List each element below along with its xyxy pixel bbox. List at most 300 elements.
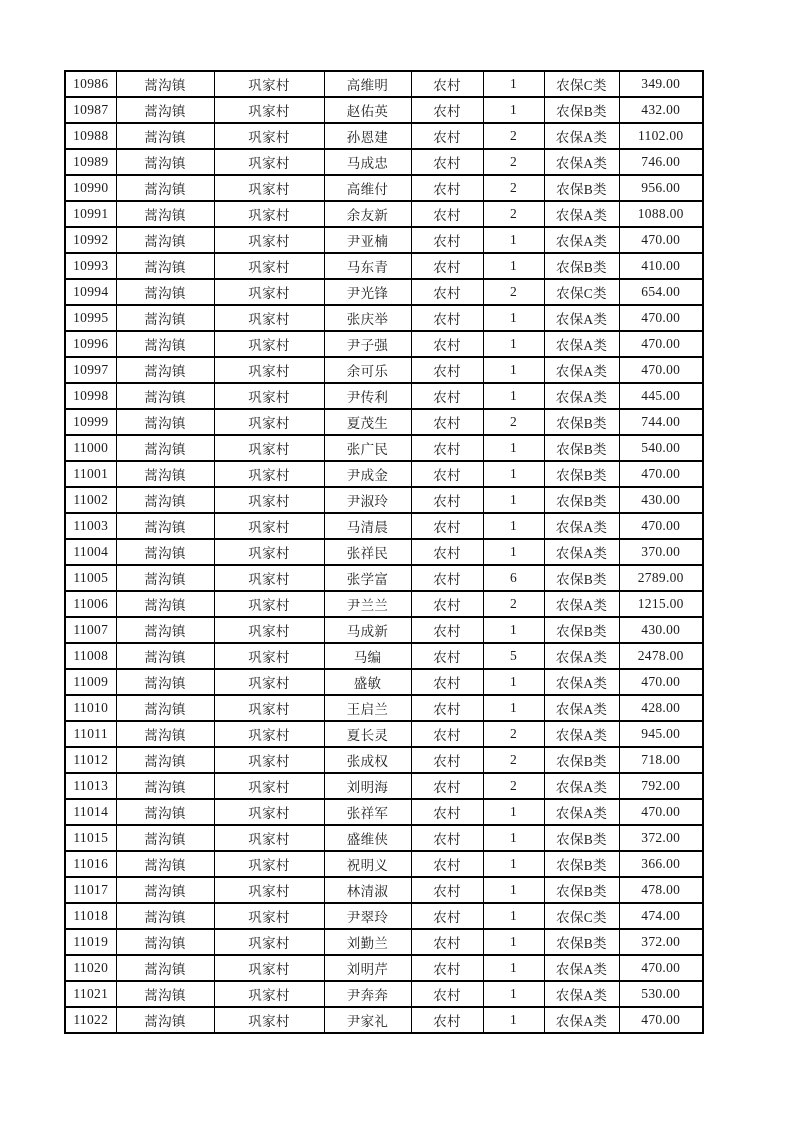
cell-insurance_category: 农保B类	[544, 565, 619, 591]
cell-residence_type: 农村	[411, 383, 483, 409]
cell-amount: 470.00	[619, 513, 703, 539]
cell-residence_type: 农村	[411, 721, 483, 747]
cell-village: 巩家村	[214, 955, 324, 981]
cell-amount: 2789.00	[619, 565, 703, 591]
cell-town: 蒿沟镇	[116, 721, 214, 747]
cell-record_id: 10999	[65, 409, 116, 435]
cell-village: 巩家村	[214, 253, 324, 279]
cell-person_count: 2	[483, 591, 544, 617]
cell-record_id: 10989	[65, 149, 116, 175]
cell-insurance_category: 农保A类	[544, 149, 619, 175]
cell-residence_type: 农村	[411, 461, 483, 487]
cell-amount: 349.00	[619, 71, 703, 97]
cell-record_id: 11015	[65, 825, 116, 851]
cell-person_name: 张广民	[324, 435, 411, 461]
cell-town: 蒿沟镇	[116, 825, 214, 851]
cell-town: 蒿沟镇	[116, 1007, 214, 1033]
cell-person_name: 尹奔奔	[324, 981, 411, 1007]
cell-amount: 372.00	[619, 929, 703, 955]
cell-person_count: 1	[483, 903, 544, 929]
cell-village: 巩家村	[214, 71, 324, 97]
cell-town: 蒿沟镇	[116, 97, 214, 123]
cell-town: 蒿沟镇	[116, 747, 214, 773]
cell-residence_type: 农村	[411, 71, 483, 97]
cell-person_name: 尹光锋	[324, 279, 411, 305]
cell-person_count: 1	[483, 253, 544, 279]
cell-village: 巩家村	[214, 487, 324, 513]
cell-town: 蒿沟镇	[116, 539, 214, 565]
cell-amount: 430.00	[619, 487, 703, 513]
cell-town: 蒿沟镇	[116, 695, 214, 721]
cell-person_count: 1	[483, 799, 544, 825]
cell-amount: 1102.00	[619, 123, 703, 149]
cell-person_name: 尹成金	[324, 461, 411, 487]
cell-amount: 470.00	[619, 799, 703, 825]
cell-person_count: 1	[483, 955, 544, 981]
cell-person_count: 1	[483, 71, 544, 97]
cell-person_name: 尹子强	[324, 331, 411, 357]
cell-town: 蒿沟镇	[116, 409, 214, 435]
cell-insurance_category: 农保B类	[544, 253, 619, 279]
cell-residence_type: 农村	[411, 773, 483, 799]
cell-person_count: 1	[483, 513, 544, 539]
cell-residence_type: 农村	[411, 851, 483, 877]
cell-amount: 470.00	[619, 331, 703, 357]
table-row	[65, 279, 703, 305]
cell-record_id: 10994	[65, 279, 116, 305]
table-row	[65, 461, 703, 487]
cell-record_id: 10993	[65, 253, 116, 279]
cell-amount: 956.00	[619, 175, 703, 201]
cell-person_count: 2	[483, 773, 544, 799]
cell-residence_type: 农村	[411, 409, 483, 435]
cell-insurance_category: 农保A类	[544, 799, 619, 825]
cell-residence_type: 农村	[411, 357, 483, 383]
table-row	[65, 357, 703, 383]
cell-person_count: 1	[483, 539, 544, 565]
table-row	[65, 981, 703, 1007]
cell-residence_type: 农村	[411, 175, 483, 201]
cell-village: 巩家村	[214, 903, 324, 929]
cell-town: 蒿沟镇	[116, 357, 214, 383]
cell-residence_type: 农村	[411, 331, 483, 357]
cell-town: 蒿沟镇	[116, 643, 214, 669]
cell-record_id: 11014	[65, 799, 116, 825]
cell-person_name: 赵佑英	[324, 97, 411, 123]
cell-insurance_category: 农保A类	[544, 513, 619, 539]
cell-record_id: 11017	[65, 877, 116, 903]
cell-person_name: 尹翠玲	[324, 903, 411, 929]
table-row	[65, 903, 703, 929]
cell-amount: 430.00	[619, 617, 703, 643]
cell-town: 蒿沟镇	[116, 955, 214, 981]
cell-village: 巩家村	[214, 669, 324, 695]
cell-town: 蒿沟镇	[116, 253, 214, 279]
cell-village: 巩家村	[214, 851, 324, 877]
cell-residence_type: 农村	[411, 149, 483, 175]
table-row	[65, 539, 703, 565]
cell-person_count: 1	[483, 461, 544, 487]
cell-amount: 474.00	[619, 903, 703, 929]
cell-village: 巩家村	[214, 409, 324, 435]
cell-person_name: 高维明	[324, 71, 411, 97]
cell-person_count: 1	[483, 331, 544, 357]
cell-record_id: 11010	[65, 695, 116, 721]
cell-person_count: 1	[483, 1007, 544, 1033]
cell-residence_type: 农村	[411, 799, 483, 825]
cell-village: 巩家村	[214, 773, 324, 799]
cell-town: 蒿沟镇	[116, 669, 214, 695]
cell-person_name: 尹淑玲	[324, 487, 411, 513]
cell-village: 巩家村	[214, 1007, 324, 1033]
table-row	[65, 253, 703, 279]
cell-insurance_category: 农保B类	[544, 877, 619, 903]
cell-village: 巩家村	[214, 435, 324, 461]
cell-amount: 540.00	[619, 435, 703, 461]
cell-record_id: 10988	[65, 123, 116, 149]
cell-town: 蒿沟镇	[116, 929, 214, 955]
cell-record_id: 10987	[65, 97, 116, 123]
cell-person_count: 1	[483, 383, 544, 409]
cell-residence_type: 农村	[411, 487, 483, 513]
cell-insurance_category: 农保C类	[544, 903, 619, 929]
cell-residence_type: 农村	[411, 227, 483, 253]
table-row	[65, 773, 703, 799]
cell-person_count: 1	[483, 487, 544, 513]
cell-record_id: 11022	[65, 1007, 116, 1033]
cell-village: 巩家村	[214, 565, 324, 591]
cell-person_count: 1	[483, 929, 544, 955]
cell-person_name: 祝明义	[324, 851, 411, 877]
cell-person_name: 马成新	[324, 617, 411, 643]
cell-person_name: 张庆举	[324, 305, 411, 331]
cell-amount: 470.00	[619, 955, 703, 981]
table-row	[65, 513, 703, 539]
cell-insurance_category: 农保A类	[544, 773, 619, 799]
cell-person_count: 1	[483, 981, 544, 1007]
cell-residence_type: 农村	[411, 747, 483, 773]
cell-record_id: 10998	[65, 383, 116, 409]
cell-person_name: 刘勤兰	[324, 929, 411, 955]
cell-village: 巩家村	[214, 825, 324, 851]
cell-insurance_category: 农保A类	[544, 643, 619, 669]
table-row	[65, 383, 703, 409]
cell-insurance_category: 农保B类	[544, 747, 619, 773]
cell-village: 巩家村	[214, 513, 324, 539]
cell-person_name: 夏长灵	[324, 721, 411, 747]
cell-insurance_category: 农保B类	[544, 409, 619, 435]
cell-residence_type: 农村	[411, 1007, 483, 1033]
cell-amount: 530.00	[619, 981, 703, 1007]
table-row	[65, 851, 703, 877]
cell-town: 蒿沟镇	[116, 71, 214, 97]
table-row	[65, 929, 703, 955]
cell-record_id: 11008	[65, 643, 116, 669]
table-row	[65, 591, 703, 617]
cell-residence_type: 农村	[411, 825, 483, 851]
cell-person_name: 夏茂生	[324, 409, 411, 435]
cell-insurance_category: 农保A类	[544, 695, 619, 721]
cell-residence_type: 农村	[411, 955, 483, 981]
cell-person_name: 马清晨	[324, 513, 411, 539]
cell-record_id: 11013	[65, 773, 116, 799]
cell-person_name: 尹亚楠	[324, 227, 411, 253]
cell-record_id: 10986	[65, 71, 116, 97]
cell-amount: 470.00	[619, 1007, 703, 1033]
cell-residence_type: 农村	[411, 279, 483, 305]
cell-record_id: 11006	[65, 591, 116, 617]
cell-village: 巩家村	[214, 591, 324, 617]
cell-town: 蒿沟镇	[116, 331, 214, 357]
cell-village: 巩家村	[214, 695, 324, 721]
cell-town: 蒿沟镇	[116, 123, 214, 149]
cell-village: 巩家村	[214, 539, 324, 565]
cell-insurance_category: 农保A类	[544, 357, 619, 383]
table-row	[65, 669, 703, 695]
cell-village: 巩家村	[214, 175, 324, 201]
cell-residence_type: 农村	[411, 253, 483, 279]
cell-person_name: 孙恩建	[324, 123, 411, 149]
cell-amount: 432.00	[619, 97, 703, 123]
cell-town: 蒿沟镇	[116, 981, 214, 1007]
cell-village: 巩家村	[214, 721, 324, 747]
cell-person_name: 刘明芹	[324, 955, 411, 981]
cell-person_count: 2	[483, 175, 544, 201]
cell-person_count: 1	[483, 435, 544, 461]
cell-amount: 372.00	[619, 825, 703, 851]
cell-insurance_category: 农保A类	[544, 383, 619, 409]
cell-town: 蒿沟镇	[116, 227, 214, 253]
cell-insurance_category: 农保A类	[544, 227, 619, 253]
cell-person_name: 张成权	[324, 747, 411, 773]
cell-town: 蒿沟镇	[116, 175, 214, 201]
cell-person_count: 2	[483, 279, 544, 305]
table-row	[65, 409, 703, 435]
cell-person_name: 马成忠	[324, 149, 411, 175]
cell-insurance_category: 农保B类	[544, 97, 619, 123]
cell-amount: 445.00	[619, 383, 703, 409]
cell-person_count: 2	[483, 201, 544, 227]
cell-person_name: 马东青	[324, 253, 411, 279]
subsidy-roster-table	[64, 70, 704, 1034]
cell-residence_type: 农村	[411, 201, 483, 227]
cell-record_id: 11009	[65, 669, 116, 695]
cell-record_id: 11002	[65, 487, 116, 513]
cell-amount: 370.00	[619, 539, 703, 565]
cell-person_name: 高维付	[324, 175, 411, 201]
table-row	[65, 565, 703, 591]
cell-town: 蒿沟镇	[116, 279, 214, 305]
cell-record_id: 10995	[65, 305, 116, 331]
cell-village: 巩家村	[214, 877, 324, 903]
cell-record_id: 10990	[65, 175, 116, 201]
cell-insurance_category: 农保A类	[544, 201, 619, 227]
cell-village: 巩家村	[214, 305, 324, 331]
cell-village: 巩家村	[214, 227, 324, 253]
table-row	[65, 1007, 703, 1033]
table-row	[65, 175, 703, 201]
cell-village: 巩家村	[214, 331, 324, 357]
cell-insurance_category: 农保A类	[544, 981, 619, 1007]
cell-person_count: 2	[483, 747, 544, 773]
cell-town: 蒿沟镇	[116, 149, 214, 175]
cell-residence_type: 农村	[411, 981, 483, 1007]
cell-person_name: 余友新	[324, 201, 411, 227]
cell-town: 蒿沟镇	[116, 487, 214, 513]
cell-amount: 366.00	[619, 851, 703, 877]
table-row	[65, 97, 703, 123]
cell-village: 巩家村	[214, 617, 324, 643]
cell-person_count: 1	[483, 825, 544, 851]
cell-town: 蒿沟镇	[116, 461, 214, 487]
cell-insurance_category: 农保A类	[544, 305, 619, 331]
table-row	[65, 435, 703, 461]
cell-insurance_category: 农保A类	[544, 1007, 619, 1033]
cell-village: 巩家村	[214, 747, 324, 773]
cell-residence_type: 农村	[411, 513, 483, 539]
cell-person_name: 余可乐	[324, 357, 411, 383]
cell-record_id: 10992	[65, 227, 116, 253]
cell-town: 蒿沟镇	[116, 617, 214, 643]
cell-person_count: 1	[483, 669, 544, 695]
cell-amount: 470.00	[619, 227, 703, 253]
cell-amount: 470.00	[619, 305, 703, 331]
table-row	[65, 227, 703, 253]
cell-town: 蒿沟镇	[116, 305, 214, 331]
cell-person_name: 张祥民	[324, 539, 411, 565]
cell-amount: 478.00	[619, 877, 703, 903]
cell-record_id: 11021	[65, 981, 116, 1007]
cell-person_count: 2	[483, 149, 544, 175]
cell-village: 巩家村	[214, 929, 324, 955]
cell-insurance_category: 农保A类	[544, 669, 619, 695]
cell-residence_type: 农村	[411, 305, 483, 331]
cell-record_id: 11018	[65, 903, 116, 929]
table-row	[65, 305, 703, 331]
table-row	[65, 799, 703, 825]
cell-village: 巩家村	[214, 201, 324, 227]
table-row	[65, 825, 703, 851]
cell-village: 巩家村	[214, 123, 324, 149]
cell-town: 蒿沟镇	[116, 903, 214, 929]
cell-amount: 2478.00	[619, 643, 703, 669]
cell-town: 蒿沟镇	[116, 799, 214, 825]
cell-insurance_category: 农保A类	[544, 721, 619, 747]
cell-town: 蒿沟镇	[116, 851, 214, 877]
cell-insurance_category: 农保A类	[544, 331, 619, 357]
cell-insurance_category: 农保A类	[544, 123, 619, 149]
cell-person_name: 尹传利	[324, 383, 411, 409]
cell-record_id: 11007	[65, 617, 116, 643]
cell-town: 蒿沟镇	[116, 877, 214, 903]
cell-amount: 410.00	[619, 253, 703, 279]
cell-village: 巩家村	[214, 149, 324, 175]
cell-insurance_category: 农保B类	[544, 929, 619, 955]
cell-amount: 746.00	[619, 149, 703, 175]
table-row	[65, 877, 703, 903]
table-row	[65, 149, 703, 175]
cell-person_count: 1	[483, 97, 544, 123]
cell-insurance_category: 农保B类	[544, 435, 619, 461]
cell-record_id: 10991	[65, 201, 116, 227]
cell-person_count: 2	[483, 123, 544, 149]
table-row	[65, 643, 703, 669]
cell-record_id: 11011	[65, 721, 116, 747]
cell-residence_type: 农村	[411, 695, 483, 721]
cell-town: 蒿沟镇	[116, 513, 214, 539]
cell-person_count: 1	[483, 227, 544, 253]
cell-insurance_category: 农保B类	[544, 175, 619, 201]
table-row	[65, 617, 703, 643]
cell-person_count: 1	[483, 851, 544, 877]
cell-person_count: 1	[483, 695, 544, 721]
cell-residence_type: 农村	[411, 539, 483, 565]
cell-person_name: 尹家礼	[324, 1007, 411, 1033]
table-row	[65, 721, 703, 747]
cell-insurance_category: 农保A类	[544, 539, 619, 565]
cell-village: 巩家村	[214, 279, 324, 305]
cell-person_name: 张祥军	[324, 799, 411, 825]
table-row	[65, 955, 703, 981]
cell-village: 巩家村	[214, 97, 324, 123]
cell-residence_type: 农村	[411, 435, 483, 461]
table-row	[65, 487, 703, 513]
cell-village: 巩家村	[214, 643, 324, 669]
cell-person_name: 马编	[324, 643, 411, 669]
cell-insurance_category: 农保B类	[544, 461, 619, 487]
cell-insurance_category: 农保C类	[544, 71, 619, 97]
cell-town: 蒿沟镇	[116, 201, 214, 227]
cell-record_id: 11019	[65, 929, 116, 955]
cell-amount: 654.00	[619, 279, 703, 305]
cell-record_id: 10997	[65, 357, 116, 383]
cell-amount: 470.00	[619, 461, 703, 487]
cell-amount: 1215.00	[619, 591, 703, 617]
table-row	[65, 747, 703, 773]
cell-amount: 744.00	[619, 409, 703, 435]
cell-amount: 792.00	[619, 773, 703, 799]
cell-person_count: 6	[483, 565, 544, 591]
cell-village: 巩家村	[214, 799, 324, 825]
cell-insurance_category: 农保B类	[544, 487, 619, 513]
table-row	[65, 331, 703, 357]
cell-residence_type: 农村	[411, 123, 483, 149]
cell-residence_type: 农村	[411, 565, 483, 591]
cell-insurance_category: 农保B类	[544, 851, 619, 877]
cell-town: 蒿沟镇	[116, 591, 214, 617]
cell-person_name: 林清淑	[324, 877, 411, 903]
cell-person_count: 1	[483, 617, 544, 643]
cell-town: 蒿沟镇	[116, 773, 214, 799]
cell-insurance_category: 农保B类	[544, 825, 619, 851]
cell-town: 蒿沟镇	[116, 383, 214, 409]
cell-insurance_category: 农保A类	[544, 591, 619, 617]
table-row	[65, 695, 703, 721]
cell-person_count: 5	[483, 643, 544, 669]
cell-person_name: 张学富	[324, 565, 411, 591]
cell-residence_type: 农村	[411, 617, 483, 643]
cell-residence_type: 农村	[411, 591, 483, 617]
cell-person_count: 2	[483, 721, 544, 747]
cell-amount: 470.00	[619, 357, 703, 383]
cell-person_count: 1	[483, 305, 544, 331]
cell-record_id: 11020	[65, 955, 116, 981]
cell-person_count: 1	[483, 877, 544, 903]
cell-insurance_category: 农保B类	[544, 617, 619, 643]
cell-town: 蒿沟镇	[116, 565, 214, 591]
cell-amount: 945.00	[619, 721, 703, 747]
cell-record_id: 11004	[65, 539, 116, 565]
